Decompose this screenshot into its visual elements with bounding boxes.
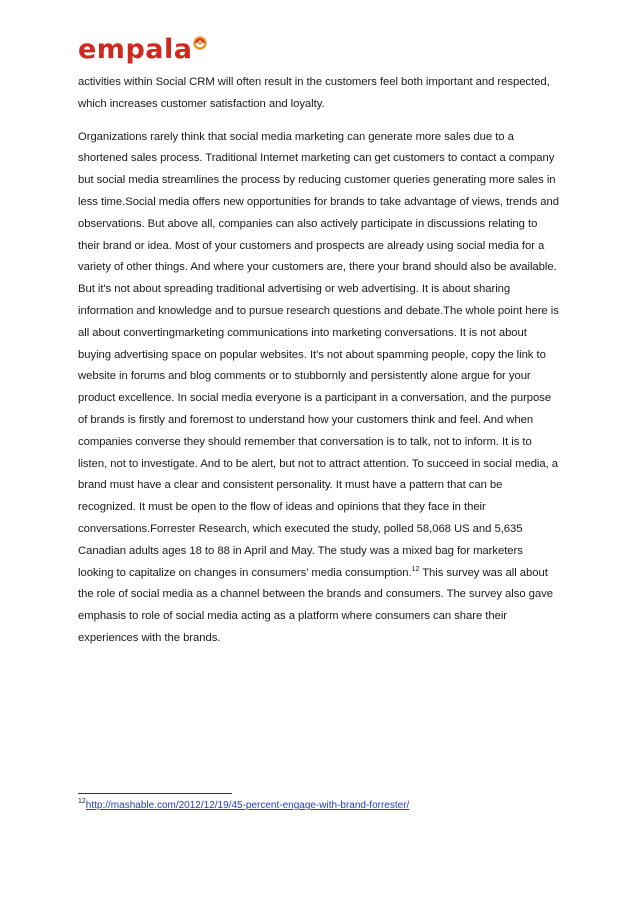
paragraph-text: Organizations rarely think that social media marketing can generate more sales due to a shortened sales process. Traditional Internet marketing can get customers to contact a company but social media streamlines the process by reducing customer queries generating more sales in less time.Social media offers new opportunities for brands to take advantage of views, trends and observations. But above all, companies can also actively participate in discussions relating to their brand or idea. Most of your customers and prospects are already using social media for a variety of other things. And where your customers are, there your brand should also be available. But it's not about spreading traditional advertising or web advertising. It is about sharing information and knowledge and to pursue research questions and debate.The whole point here is all about convertingmarketing communications into marketing conversations. It is not about buying advertising space on popular websites. It's not about spamming people, copy the link to website in forums and blog comments or to stubbornly and persistently alone argue for your product excellence. In social media everyone is a participant in a conversation, and the purpose of brands is firstly and foremost to understand how your customers think and feel. And when companies converse they should remember that conversation is to talk, not to inform. It is to listen, not to investigate. And to be alert, but not to attract attention. To succeed in social media, a brand must have a clear and consistent personality. It must have a pattern that can be recognized. It must be open to the flow of ideas and opinions that they face in their conversations.Forrester Research, which executed the study, polled 58,068 US and 5,635 Canadian adults ages 18 to 88 in April and May. The study was a mixed bag for marketers looking to capitalize on changes in consumers' media consumption.	[78, 130, 559, 579]
empala-logo	[78, 30, 207, 70]
paragraph: activities within Social CRM will often result in the customers feel both important and respected, which increases customer satisfaction and loyalty.	[78, 76, 550, 110]
footnote-separator	[78, 793, 232, 794]
paragraph-text: This survey was all about the role of social media as a channel between the brands and consumers. The survey also gave emphasis to role of social media acting as a platform where consumers can share their experiences with the brands.	[78, 566, 553, 644]
footnote-link[interactable]: http://mashable.com/2012/12/19/45-percent-engage-with-brand-forrester/	[85, 800, 410, 811]
swirl-icon	[193, 36, 207, 50]
logo-wordmark: empala	[78, 34, 193, 65]
body-text	[78, 72, 560, 650]
footnote-number: 12	[78, 798, 86, 805]
footnote-reference: 12	[411, 565, 420, 573]
footnote	[78, 799, 409, 813]
paragraph	[78, 127, 560, 650]
